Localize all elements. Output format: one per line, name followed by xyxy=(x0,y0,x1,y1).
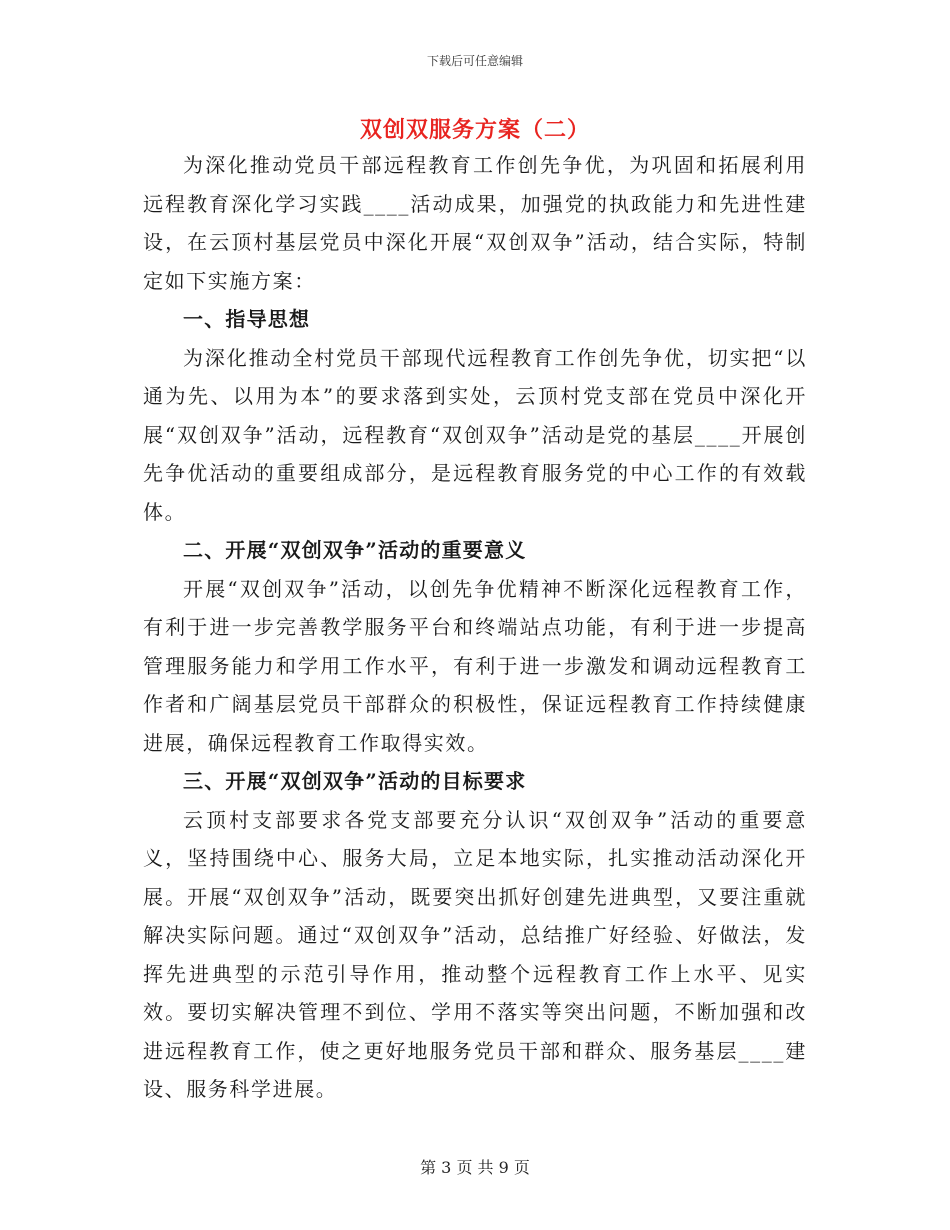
page-header-note: 下载后可任意编辑 xyxy=(426,54,523,68)
section-heading-goals: 三、开展“双创双争”活动的目标要求 xyxy=(183,769,527,793)
document-title: 双创双服务方案（二） xyxy=(359,117,590,143)
document-body xyxy=(143,146,807,1109)
page-number: 第 3 页 共 9 页 xyxy=(420,1158,530,1177)
intro-paragraph: 为深化推动党员干部远程教育工作创先争优，为巩固和拓展利用远程教育深化学习实践____活动成果，加强党的执政能力和先进性建设，在云顶村基层党员中深化开展“双创双争”活动，结合实际，特制定如下实施方案： xyxy=(143,153,807,293)
section-body-guiding-ideology: 为深化推动全村党员干部现代远程教育工作创先争优，切实把“以通为先、以用为本”的要求落到实处，云顶村党支部在党员中深化开展“双创双争”活动，远程教育“双创双争”活动是党的基层____开展创先争优活动的重要组成部分，是远程教育服务党的中心工作的有效载体。 xyxy=(143,345,807,524)
section-heading-significance: 二、开展“双创双争”活动的重要意义 xyxy=(183,538,527,562)
section-body-goals: 云顶村支部要求各党支部要充分认识“双创双争”活动的重要意义，坚持围绕中心、服务大局，立足本地实际，扎实推动活动深化开展。开展“双创双争”活动，既要突出抓好创建先进典型，又要注重就解决实际问题。通过“双创双争”活动，总结推广好经验、好做法，发挥先进典型的示范引导作用，推动整个远程教育工作上水平、见实效。要切实解决管理不到位、学用不落实等突出问题，不断加强和改进远程教育工作，使之更好地服务党员干部和群众、服务基层____建设、服务科学进展。 xyxy=(143,807,807,1101)
section-body-significance: 开展“双创双争”活动，以创先争优精神不断深化远程教育工作，有利于进一步完善教学服务平台和终端站点功能，有利于进一步提高管理服务能力和学用工作水平，有利于进一步激发和调动远程教育工作者和广阔基层党员干部群众的积极性，保证远程教育工作持续健康进展，确保远程教育工作取得实效。 xyxy=(143,576,807,755)
section-heading-guiding-ideology: 一、指导思想 xyxy=(183,307,311,331)
